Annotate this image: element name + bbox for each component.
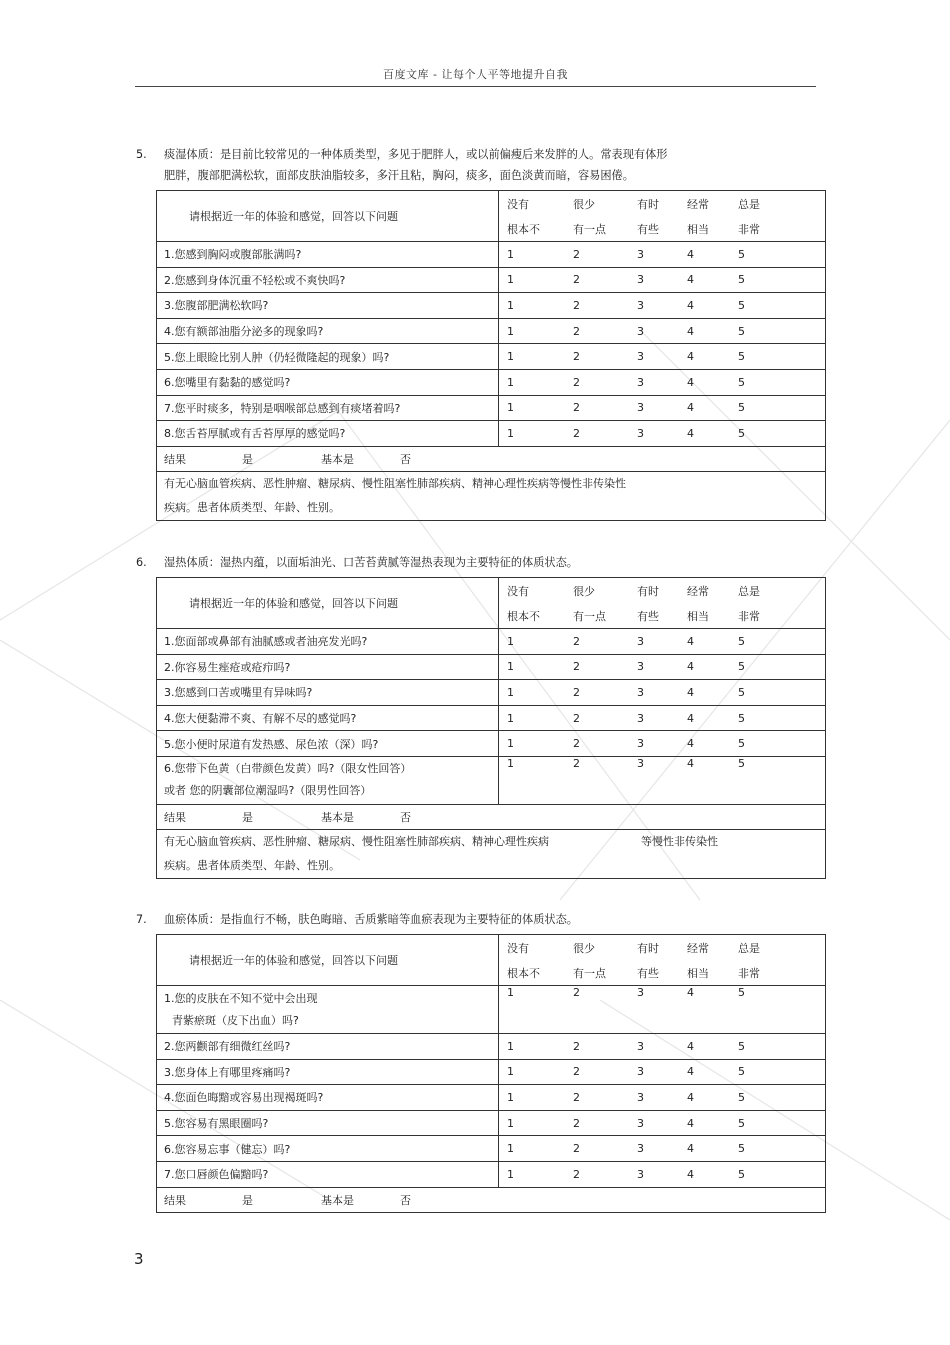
score-option[interactable]: 1 [507, 1167, 514, 1181]
score-option[interactable]: 3 [637, 1142, 644, 1156]
score-option[interactable]: 4 [687, 1167, 694, 1181]
result-option-basically[interactable]: 基本是 [321, 810, 354, 824]
result-option-yes[interactable]: 是 [242, 452, 253, 466]
score-option[interactable]: 4 [687, 737, 694, 751]
score-option[interactable]: 5 [738, 1090, 745, 1104]
score-option[interactable]: 4 [687, 426, 694, 440]
scale-label: 总是 [738, 941, 760, 955]
question-row [157, 344, 826, 370]
score-option[interactable]: 5 [738, 737, 745, 751]
score-options [499, 654, 826, 680]
scale-label: 有一点 [573, 222, 606, 236]
score-option[interactable]: 2 [573, 426, 580, 440]
score-option[interactable]: 1 [507, 401, 514, 415]
score-option[interactable]: 4 [687, 401, 694, 415]
result-option-basically[interactable]: 基本是 [321, 1193, 354, 1207]
scale-label: 有些 [637, 222, 659, 236]
table-prompt: 请根据近一年的体验和感觉，回答以下问题 [157, 578, 499, 629]
score-option[interactable]: 5 [738, 634, 745, 648]
score-option[interactable]: 4 [687, 273, 694, 287]
score-option[interactable]: 1 [507, 1142, 514, 1156]
score-option[interactable]: 5 [738, 756, 745, 770]
score-option[interactable]: 1 [507, 1116, 514, 1130]
score-option[interactable]: 2 [573, 324, 580, 338]
score-option[interactable]: 1 [507, 1039, 514, 1053]
score-options [499, 680, 826, 706]
score-option[interactable]: 5 [738, 324, 745, 338]
score-option[interactable]: 5 [738, 660, 745, 674]
question-row [157, 1161, 826, 1187]
scale-label: 有一点 [573, 609, 606, 623]
score-option[interactable]: 2 [573, 298, 580, 312]
score-option[interactable]: 1 [507, 298, 514, 312]
score-option[interactable]: 5 [738, 298, 745, 312]
score-option[interactable]: 4 [687, 1116, 694, 1130]
scale-label: 根本不 [507, 966, 540, 980]
question-text: 7.您口唇颜色偏黯吗? [157, 1161, 499, 1187]
score-option[interactable]: 5 [738, 426, 745, 440]
result-row [157, 446, 826, 471]
result-option-basically[interactable]: 基本是 [321, 452, 354, 466]
score-option[interactable]: 3 [637, 298, 644, 312]
score-option[interactable]: 1 [507, 737, 514, 751]
question-row [157, 680, 826, 706]
score-options [499, 1161, 826, 1187]
question-text: 1.您面部或鼻部有油腻感或者油亮发光吗? [157, 629, 499, 655]
score-option[interactable]: 5 [738, 1142, 745, 1156]
note-text: 等慢性非传染性 [641, 834, 718, 848]
score-option[interactable]: 5 [738, 1167, 745, 1181]
question-text: 6.您容易忘事（健忘）吗? [157, 1136, 499, 1162]
result-option-no[interactable]: 否 [400, 810, 411, 824]
scale-label: 根本不 [507, 222, 540, 236]
question-text: 1.您感到胸闷或腹部胀满吗? [157, 242, 499, 268]
result-option-no[interactable]: 否 [400, 452, 411, 466]
scale-label: 没有 [507, 941, 529, 955]
score-option[interactable]: 2 [573, 273, 580, 287]
question-row [157, 986, 826, 1034]
score-option[interactable]: 4 [687, 1142, 694, 1156]
score-option[interactable]: 2 [573, 634, 580, 648]
score-option[interactable]: 3 [637, 375, 644, 389]
question-row [157, 1110, 826, 1136]
question-row [157, 654, 826, 680]
section-blood-stasis [136, 909, 826, 1213]
result-label: 结果 [164, 452, 186, 466]
score-option[interactable]: 1 [507, 660, 514, 674]
section-intro [136, 552, 826, 573]
score-option[interactable]: 3 [637, 756, 644, 770]
scale-label: 经常 [687, 197, 709, 211]
note-text: 疾病。患者体质类型、年龄、性别。 [164, 500, 340, 514]
score-options [499, 1059, 826, 1085]
header-divider [135, 86, 816, 87]
scale-header [499, 191, 826, 242]
question-row [157, 267, 826, 293]
score-option[interactable]: 5 [738, 401, 745, 415]
score-option[interactable]: 4 [687, 375, 694, 389]
question-text: 7.您平时痰多，特别是咽喉部总感到有痰堵着吗? [157, 395, 499, 421]
score-option[interactable]: 3 [637, 1116, 644, 1130]
question-text: 4.您大便黏滞不爽、有解不尽的感觉吗? [157, 705, 499, 731]
question-row [157, 242, 826, 268]
score-option[interactable]: 3 [637, 247, 644, 261]
score-option[interactable]: 2 [573, 375, 580, 389]
score-options [499, 242, 826, 268]
page-header: 百度文库 - 让每个人平等地提升自我 [383, 68, 568, 81]
question-row [157, 731, 826, 757]
score-option[interactable]: 3 [637, 401, 644, 415]
question-text: 5.您容易有黑眼圈吗? [157, 1110, 499, 1136]
question-text: 4.您面色晦黯或容易出现褐斑吗? [157, 1085, 499, 1111]
question-line: 1.您的皮肤在不知不觉中会出现 [164, 991, 318, 1005]
section-number: 5. [136, 148, 147, 161]
intro-line: 湿热体质：湿热内蕴，以面垢油光、口苦苔黄腻等湿热表现为主要特征的体质状态。 [164, 556, 578, 569]
score-option[interactable]: 2 [573, 1142, 580, 1156]
question-row [157, 705, 826, 731]
score-option[interactable]: 2 [573, 737, 580, 751]
score-option[interactable]: 1 [507, 426, 514, 440]
score-options [499, 344, 826, 370]
question-row [157, 318, 826, 344]
scale-label: 有时 [637, 197, 659, 211]
section-number: 6. [136, 556, 147, 569]
score-option[interactable]: 3 [637, 685, 644, 699]
note-text: 疾病。患者体质类型、年龄、性别。 [164, 858, 340, 872]
score-option[interactable]: 4 [687, 756, 694, 770]
scale-label: 没有 [507, 584, 529, 598]
table-prompt: 请根据近一年的体验和感觉，回答以下问题 [157, 935, 499, 986]
scale-label: 没有 [507, 197, 529, 211]
scale-label: 有时 [637, 584, 659, 598]
result-row [157, 1187, 826, 1212]
questionnaire-table [156, 577, 826, 879]
question-text: 2.您两颧部有细微红丝吗? [157, 1034, 499, 1060]
score-option[interactable]: 3 [637, 1167, 644, 1181]
questionnaire-table [156, 190, 826, 521]
intro-line: 肥胖，腹部肥满松软，面部皮肤油脂较多，多汗且粘，胸闷，痰多，面色淡黄而暗，容易困倦。 [164, 169, 634, 182]
question-row [157, 1059, 826, 1085]
section-intro [136, 909, 826, 930]
score-option[interactable]: 2 [573, 711, 580, 725]
score-option[interactable]: 4 [687, 324, 694, 338]
score-options [499, 293, 826, 319]
result-label: 结果 [164, 810, 186, 824]
scale-header [499, 578, 826, 629]
score-options [499, 731, 826, 757]
score-option[interactable]: 2 [573, 1116, 580, 1130]
question-text [157, 986, 499, 1034]
question-row [157, 1085, 826, 1111]
question-row [157, 1136, 826, 1162]
question-text: 3.您感到口苦或嘴里有异味吗? [157, 680, 499, 706]
score-option[interactable]: 4 [687, 660, 694, 674]
score-option[interactable]: 5 [738, 685, 745, 699]
score-option[interactable]: 2 [573, 247, 580, 261]
scale-label: 相当 [687, 966, 709, 980]
scale-label: 经常 [687, 941, 709, 955]
result-option-no[interactable]: 否 [400, 1193, 411, 1207]
scale-label: 相当 [687, 222, 709, 236]
score-option[interactable]: 1 [507, 324, 514, 338]
scale-label: 非常 [738, 222, 760, 236]
score-option[interactable]: 1 [507, 247, 514, 261]
score-options [499, 1034, 826, 1060]
score-option[interactable]: 1 [507, 986, 514, 999]
scale-label: 很少 [573, 941, 595, 955]
score-option[interactable]: 1 [507, 350, 514, 364]
score-option[interactable]: 3 [637, 660, 644, 674]
question-row [157, 395, 826, 421]
score-options [499, 1085, 826, 1111]
score-option[interactable]: 4 [687, 685, 694, 699]
score-option[interactable]: 3 [637, 273, 644, 287]
score-option[interactable]: 4 [687, 711, 694, 725]
question-text: 6.您嘴里有黏黏的感觉吗? [157, 369, 499, 395]
score-option[interactable]: 3 [637, 426, 644, 440]
score-option[interactable]: 5 [738, 247, 745, 261]
scale-label: 经常 [687, 584, 709, 598]
score-option[interactable]: 3 [637, 350, 644, 364]
note-row [157, 471, 826, 520]
score-option[interactable]: 2 [573, 1090, 580, 1104]
section-damp-heat [136, 552, 826, 879]
score-options [499, 986, 826, 1034]
scale-label: 很少 [573, 197, 595, 211]
page-number: 3 [134, 1250, 144, 1268]
question-row [157, 1034, 826, 1060]
score-option[interactable]: 4 [687, 298, 694, 312]
note-row [157, 829, 826, 878]
question-row [157, 421, 826, 447]
question-text: 8.您舌苔厚腻或有舌苔厚厚的感觉吗? [157, 421, 499, 447]
question-text: 2.你容易生痤疮或疮疖吗? [157, 654, 499, 680]
result-row [157, 804, 826, 829]
score-option[interactable]: 1 [507, 273, 514, 287]
score-option[interactable]: 1 [507, 1090, 514, 1104]
score-option[interactable]: 5 [738, 375, 745, 389]
score-option[interactable]: 2 [573, 756, 580, 770]
note-text: 有无心脑血管疾病、恶性肿瘤、糖尿病、慢性阻塞性肺部疾病、精神心理性疾病等慢性非传染性 [164, 476, 626, 490]
question-row [157, 369, 826, 395]
score-option[interactable]: 1 [507, 756, 514, 770]
score-option[interactable]: 1 [507, 375, 514, 389]
score-option[interactable]: 4 [687, 1039, 694, 1053]
score-option[interactable]: 3 [637, 324, 644, 338]
questionnaire-table [156, 934, 826, 1213]
score-option[interactable]: 4 [687, 1090, 694, 1104]
scale-label: 有些 [637, 966, 659, 980]
scale-label: 有时 [637, 941, 659, 955]
question-text [157, 756, 499, 804]
score-option[interactable]: 3 [637, 1090, 644, 1104]
scale-label: 有一点 [573, 966, 606, 980]
score-option[interactable]: 5 [738, 711, 745, 725]
question-line: 或者 您的阴囊部位潮湿吗?（限男性回答） [164, 784, 372, 798]
scale-label: 有些 [637, 609, 659, 623]
score-options [499, 705, 826, 731]
score-option[interactable]: 2 [573, 986, 580, 999]
score-option[interactable]: 3 [637, 737, 644, 751]
section-number: 7. [136, 913, 147, 926]
score-option[interactable]: 4 [687, 1065, 694, 1079]
score-options [499, 1110, 826, 1136]
score-option[interactable]: 5 [738, 1116, 745, 1130]
scale-label: 相当 [687, 609, 709, 623]
scale-label: 总是 [738, 584, 760, 598]
scale-label: 非常 [738, 966, 760, 980]
score-option[interactable]: 4 [687, 634, 694, 648]
score-option[interactable]: 2 [573, 685, 580, 699]
score-option[interactable]: 2 [573, 401, 580, 415]
question-text: 3.您身体上有哪里疼痛吗? [157, 1059, 499, 1085]
score-options [499, 395, 826, 421]
question-row [157, 756, 826, 804]
score-option[interactable]: 5 [738, 986, 745, 999]
question-row [157, 293, 826, 319]
question-text: 5.您小便时尿道有发热感、尿色浓（深）吗? [157, 731, 499, 757]
score-option[interactable]: 4 [687, 247, 694, 261]
score-option[interactable]: 5 [738, 273, 745, 287]
intro-line: 痰湿体质：是目前比较常见的一种体质类型，多见于肥胖人，或以前偏瘦后来发胖的人。常表现有体形 [164, 148, 668, 161]
result-label: 结果 [164, 1193, 186, 1207]
score-option[interactable]: 4 [687, 350, 694, 364]
question-text: 5.您上眼睑比别人肿（仍轻微隆起的现象）吗? [157, 344, 499, 370]
score-option[interactable]: 2 [573, 1039, 580, 1053]
score-option[interactable]: 3 [637, 1065, 644, 1079]
score-option[interactable]: 3 [637, 986, 644, 999]
question-line: 6.您带下色黄（白带颜色发黄）吗?（限女性回答） [164, 762, 412, 776]
scale-label: 根本不 [507, 609, 540, 623]
table-prompt: 请根据近一年的体验和感觉，回答以下问题 [157, 191, 499, 242]
score-option[interactable]: 1 [507, 1065, 514, 1079]
section-phlegm-dampness [136, 144, 826, 521]
section-intro [136, 144, 826, 186]
score-option[interactable]: 3 [637, 634, 644, 648]
score-option[interactable]: 1 [507, 711, 514, 725]
scale-label: 非常 [738, 609, 760, 623]
score-option[interactable]: 2 [573, 660, 580, 674]
result-option-yes[interactable]: 是 [242, 1193, 253, 1207]
score-option[interactable]: 5 [738, 350, 745, 364]
score-option[interactable]: 2 [573, 1065, 580, 1079]
scale-header [499, 935, 826, 986]
score-option[interactable]: 1 [507, 685, 514, 699]
score-options [499, 421, 826, 447]
question-text: 4.您有额部油脂分泌多的现象吗? [157, 318, 499, 344]
note-text: 有无心脑血管疾病、恶性肿瘤、糖尿病、慢性阻塞性肺部疾病、精神心理性疾病 [164, 834, 549, 848]
score-options [499, 369, 826, 395]
score-options [499, 1136, 826, 1162]
scale-label: 总是 [738, 197, 760, 211]
score-option[interactable]: 2 [573, 1167, 580, 1181]
score-option[interactable]: 1 [507, 634, 514, 648]
scale-label: 很少 [573, 584, 595, 598]
question-row [157, 629, 826, 655]
question-line: 青紫瘀斑（皮下出血）吗? [172, 1013, 299, 1027]
question-text: 2.您感到身体沉重不轻松或不爽快吗? [157, 267, 499, 293]
result-option-yes[interactable]: 是 [242, 810, 253, 824]
question-text: 3.您腹部肥满松软吗? [157, 293, 499, 319]
score-option[interactable]: 5 [738, 1039, 745, 1053]
score-options [499, 756, 826, 804]
score-options [499, 267, 826, 293]
score-option[interactable]: 3 [637, 1039, 644, 1053]
score-option[interactable]: 3 [637, 711, 644, 725]
score-option[interactable]: 5 [738, 1065, 745, 1079]
score-options [499, 629, 826, 655]
score-options [499, 318, 826, 344]
intro-line: 血瘀体质：是指血行不畅，肤色晦暗、舌质紫暗等血瘀表现为主要特征的体质状态。 [164, 913, 578, 926]
score-option[interactable]: 2 [573, 350, 580, 364]
score-option[interactable]: 4 [687, 986, 694, 999]
